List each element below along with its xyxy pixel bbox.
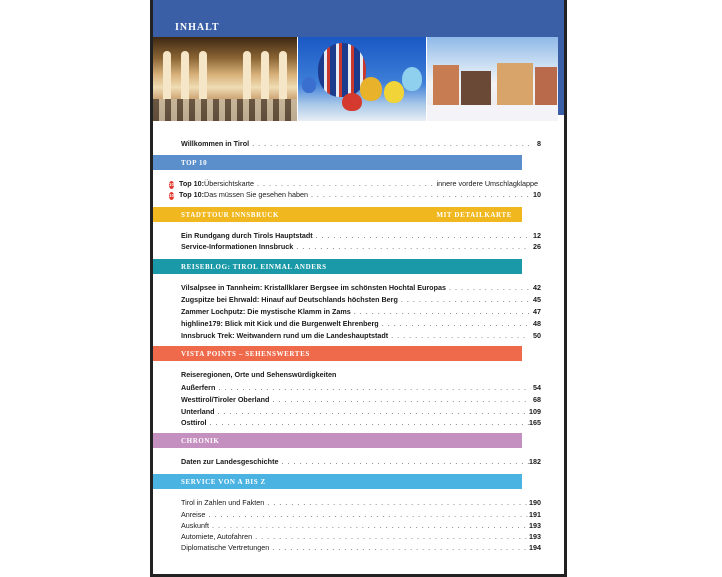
toc-entry[interactable]: Zugspitze bei Ehrwald: Hinauf auf Deutschlands höchsten Berg . . . 45	[181, 295, 541, 306]
section-heading: STADTTOUR INNSBRUCK	[181, 211, 280, 219]
toc-entry[interactable]: Diplomatische Vertretungen . . . 194	[181, 543, 541, 554]
top10-icon: 10	[169, 193, 175, 198]
toc-entry[interactable]: Außerfern . . . 54	[181, 383, 541, 394]
snowy-village-photo	[427, 37, 558, 121]
contents-header	[153, 0, 564, 37]
palace-hall-photo	[153, 37, 297, 121]
section-heading: VISTA POINTS – SEHENSWERTES	[181, 350, 310, 358]
toc-entry[interactable]: Innsbruck Trek: Weitwandern rund um die Landeshauptstadt . . . 50	[181, 331, 541, 342]
page-title: INHALT	[175, 22, 220, 33]
section-bar-stadttour	[153, 207, 522, 222]
toc-entry[interactable]: Tirol in Zahlen und Fakten . . . 190	[181, 498, 541, 509]
section-heading: REISEBLOG: TIROL EINMAL ANDERS	[181, 263, 327, 271]
guidebook-page	[150, 0, 564, 577]
toc-entry[interactable]: Osttirol . . . 165	[181, 418, 541, 429]
section-bar-reiseblog	[153, 259, 522, 274]
toc-entry[interactable]: highline179: Blick mit Kick und die Burgenwelt Ehrenberg . . . 48	[181, 319, 541, 330]
toc-entry[interactable]: Daten zur Landesgeschichte . . . 182	[181, 457, 541, 468]
section-heading: CHRONIK	[181, 437, 220, 445]
toc-entry[interactable]: Unterland . . . 109	[181, 407, 541, 418]
section-subheading: Reiseregionen, Orte und Sehenswürdigkeiten	[181, 370, 337, 379]
toc-entry[interactable]: Automiete, Autofahren . . . 193	[181, 532, 541, 543]
toc-entry[interactable]: Vilsalpsee in Tannheim: Kristallklarer Bergsee im schönsten Hochtal Europas . . . 42	[181, 283, 541, 294]
toc-entry[interactable]: Ein Rundgang durch Tirols Hauptstadt . . . 12	[181, 231, 541, 242]
hot-air-balloons-photo	[298, 37, 426, 121]
section-heading: MIT DETAILKARTE	[436, 211, 512, 219]
section-heading: TOP 10	[181, 159, 208, 167]
section-bar-vista-points	[153, 346, 522, 361]
toc-entry[interactable]: Service-Informationen Innsbruck . . . 26	[181, 242, 541, 253]
section-bar-service	[153, 474, 522, 489]
toc-entry[interactable]: Westtirol/Tiroler Oberland . . . 68	[181, 395, 541, 406]
header-edge	[558, 0, 564, 115]
toc-entry-welcome[interactable]: Willkommen in Tirol . . . 8	[181, 139, 541, 150]
toc-entry-top10-map[interactable]: 10 Top 10: Übersichtskarte . . . innere vordere Umschlagklappe	[169, 179, 541, 190]
toc-entry[interactable]: Auskunft . . . 193	[181, 521, 541, 532]
section-bar-top10	[153, 155, 522, 170]
header-photo-strip	[153, 37, 558, 121]
top10-icon: 10	[169, 182, 175, 187]
section-heading: SERVICE VON A BIS Z	[181, 478, 266, 486]
toc-entry[interactable]: Anreise . . . 191	[181, 510, 541, 521]
section-bar-chronik	[153, 433, 522, 448]
toc-entry-top10-highlights[interactable]: 10 Top 10: Das müssen Sie gesehen haben . . . 10	[169, 190, 541, 201]
toc-entry[interactable]: Zammer Lochputz: Die mystische Klamm in Zams . . . 47	[181, 307, 541, 318]
